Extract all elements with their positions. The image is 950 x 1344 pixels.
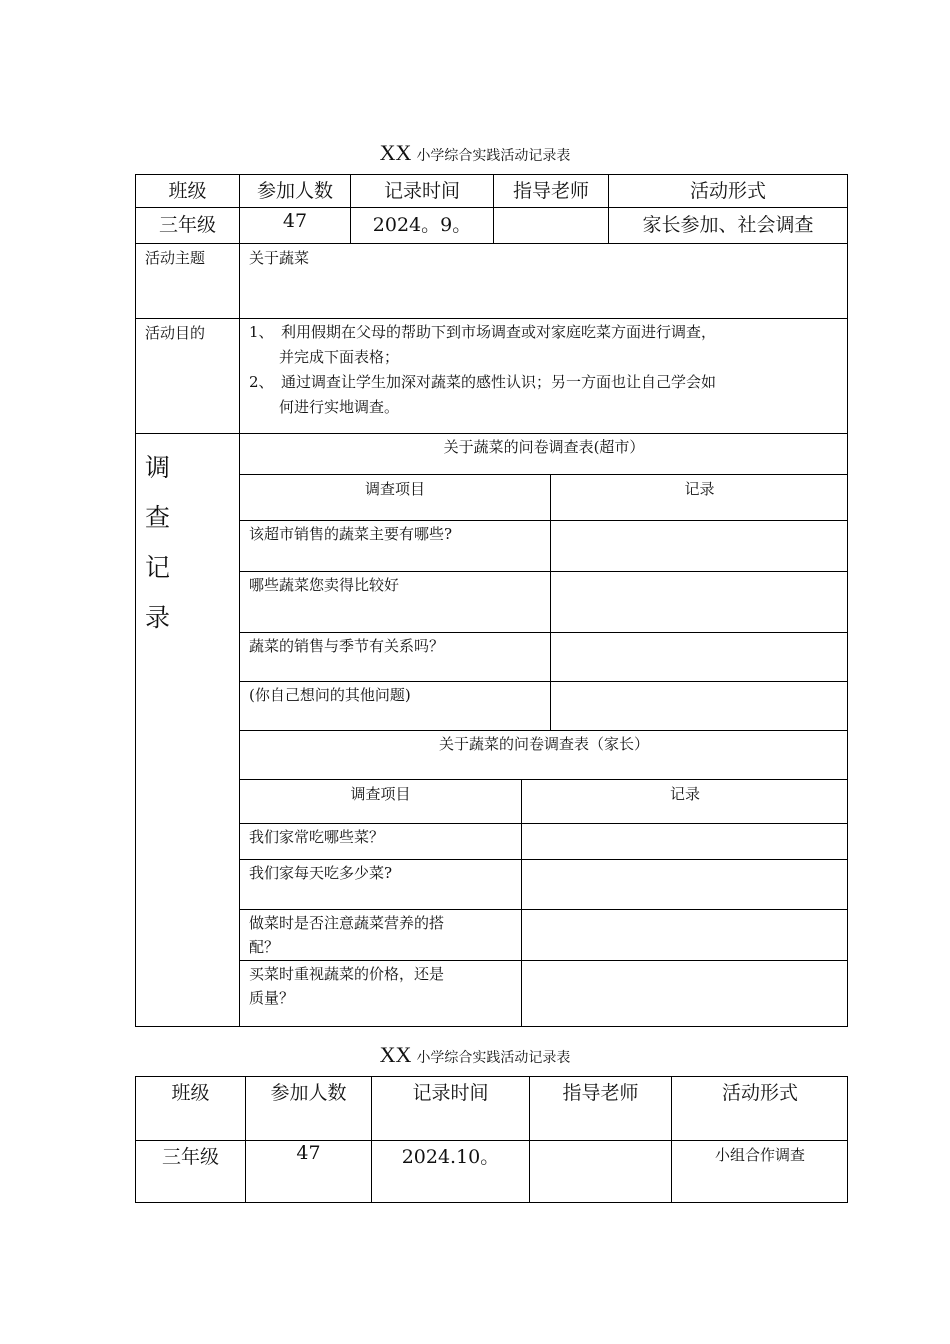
- title-suffix: 小学综合实践活动记录表: [416, 148, 571, 164]
- parent-col-item: 调查项目: [350, 785, 411, 803]
- market-survey-title: 关于蔬菜的问卷调查表(超市）: [443, 438, 645, 456]
- parent-survey-title: 关于蔬菜的问卷调查表（家长）: [438, 735, 649, 753]
- parent-question-4-line-a: 买菜时重视蔬菜的价格，还是: [249, 965, 445, 983]
- parent-question-3: [249, 911, 444, 959]
- t2-value-participants: 47: [296, 1142, 321, 1164]
- market-col-item: 调查项目: [364, 480, 425, 498]
- record-label: [145, 443, 170, 643]
- t2-col-header-class: 班级: [171, 1082, 210, 1104]
- theme-value: 关于蔬菜: [249, 249, 310, 267]
- purpose-2-number: 2、: [249, 373, 274, 391]
- market-question-1: 该超市销售的蔬菜主要有哪些?: [249, 525, 453, 543]
- purpose-1-number: 1、: [249, 323, 274, 341]
- record-label-char: 调: [145, 453, 171, 482]
- purpose-2-line-a: 通过调查让学生加深对蔬菜的感性认识；另一方面也让自己学会如: [281, 373, 717, 391]
- record-label-char: 查: [145, 503, 171, 532]
- parent-question-3-line-a: 做菜时是否注意蔬菜营养的搭: [249, 914, 445, 932]
- col-header-participants: 参加人数: [256, 180, 333, 202]
- parent-question-1: 我们家常吃哪些菜？: [249, 828, 385, 846]
- value-class: 三年级: [158, 214, 216, 236]
- market-question-4: (你自己想问的其他问题): [249, 686, 411, 704]
- t2-value-class: 三年级: [161, 1146, 219, 1168]
- parent-question-2: 我们家每天吃多少菜?: [249, 864, 393, 882]
- parent-col-record: 记录: [669, 785, 700, 803]
- col-header-activity-form: 活动形式: [689, 180, 766, 202]
- table1-title: [0, 140, 950, 166]
- col-header-class: 班级: [168, 180, 207, 202]
- parent-question-4-line-b: 质量？: [249, 989, 295, 1007]
- title-prefix: XX: [379, 140, 412, 165]
- t2-value-record-time: 2024.10。: [401, 1146, 500, 1168]
- record-label-char: 录: [145, 603, 171, 632]
- market-col-record: 记录: [684, 480, 715, 498]
- title-prefix: XX: [379, 1042, 412, 1067]
- t2-col-header-participants: 参加人数: [270, 1082, 347, 1104]
- purpose-label: 活动目的: [145, 324, 206, 342]
- table2-title: [0, 1042, 950, 1068]
- value-record-time: 2024。9。: [372, 214, 472, 236]
- purpose-1-line-a: 利用假期在父母的帮助下到市场调查或对家庭吃菜方面进行调查，: [281, 323, 717, 341]
- value-activity-form: 家长参加、社会调查: [642, 214, 814, 236]
- t2-col-header-teacher: 指导老师: [562, 1082, 639, 1104]
- t2-col-header-record-time: 记录时间: [412, 1082, 489, 1104]
- t2-col-header-activity-form: 活动形式: [721, 1082, 798, 1104]
- col-header-teacher: 指导老师: [512, 180, 589, 202]
- record-label-char: 记: [145, 553, 171, 582]
- purpose-2-line-b: 何进行实地调查。: [279, 398, 400, 416]
- market-question-3: 蔬菜的销售与季节有关系吗？: [249, 637, 445, 655]
- purpose-text: [249, 320, 716, 420]
- market-question-2: 哪些蔬菜您卖得比较好: [249, 576, 400, 594]
- purpose-1-line-b: 并完成下面表格；: [279, 348, 400, 366]
- parent-question-4: [249, 962, 444, 1010]
- theme-label: 活动主题: [145, 249, 206, 267]
- value-participants: 47: [282, 210, 308, 232]
- title-suffix: 小学综合实践活动记录表: [416, 1050, 571, 1066]
- record-table-1: [135, 174, 848, 1027]
- parent-question-3-line-b: 配？: [249, 938, 280, 956]
- col-header-record-time: 记录时间: [383, 180, 460, 202]
- t2-value-activity-form: 小组合作调查: [714, 1146, 805, 1164]
